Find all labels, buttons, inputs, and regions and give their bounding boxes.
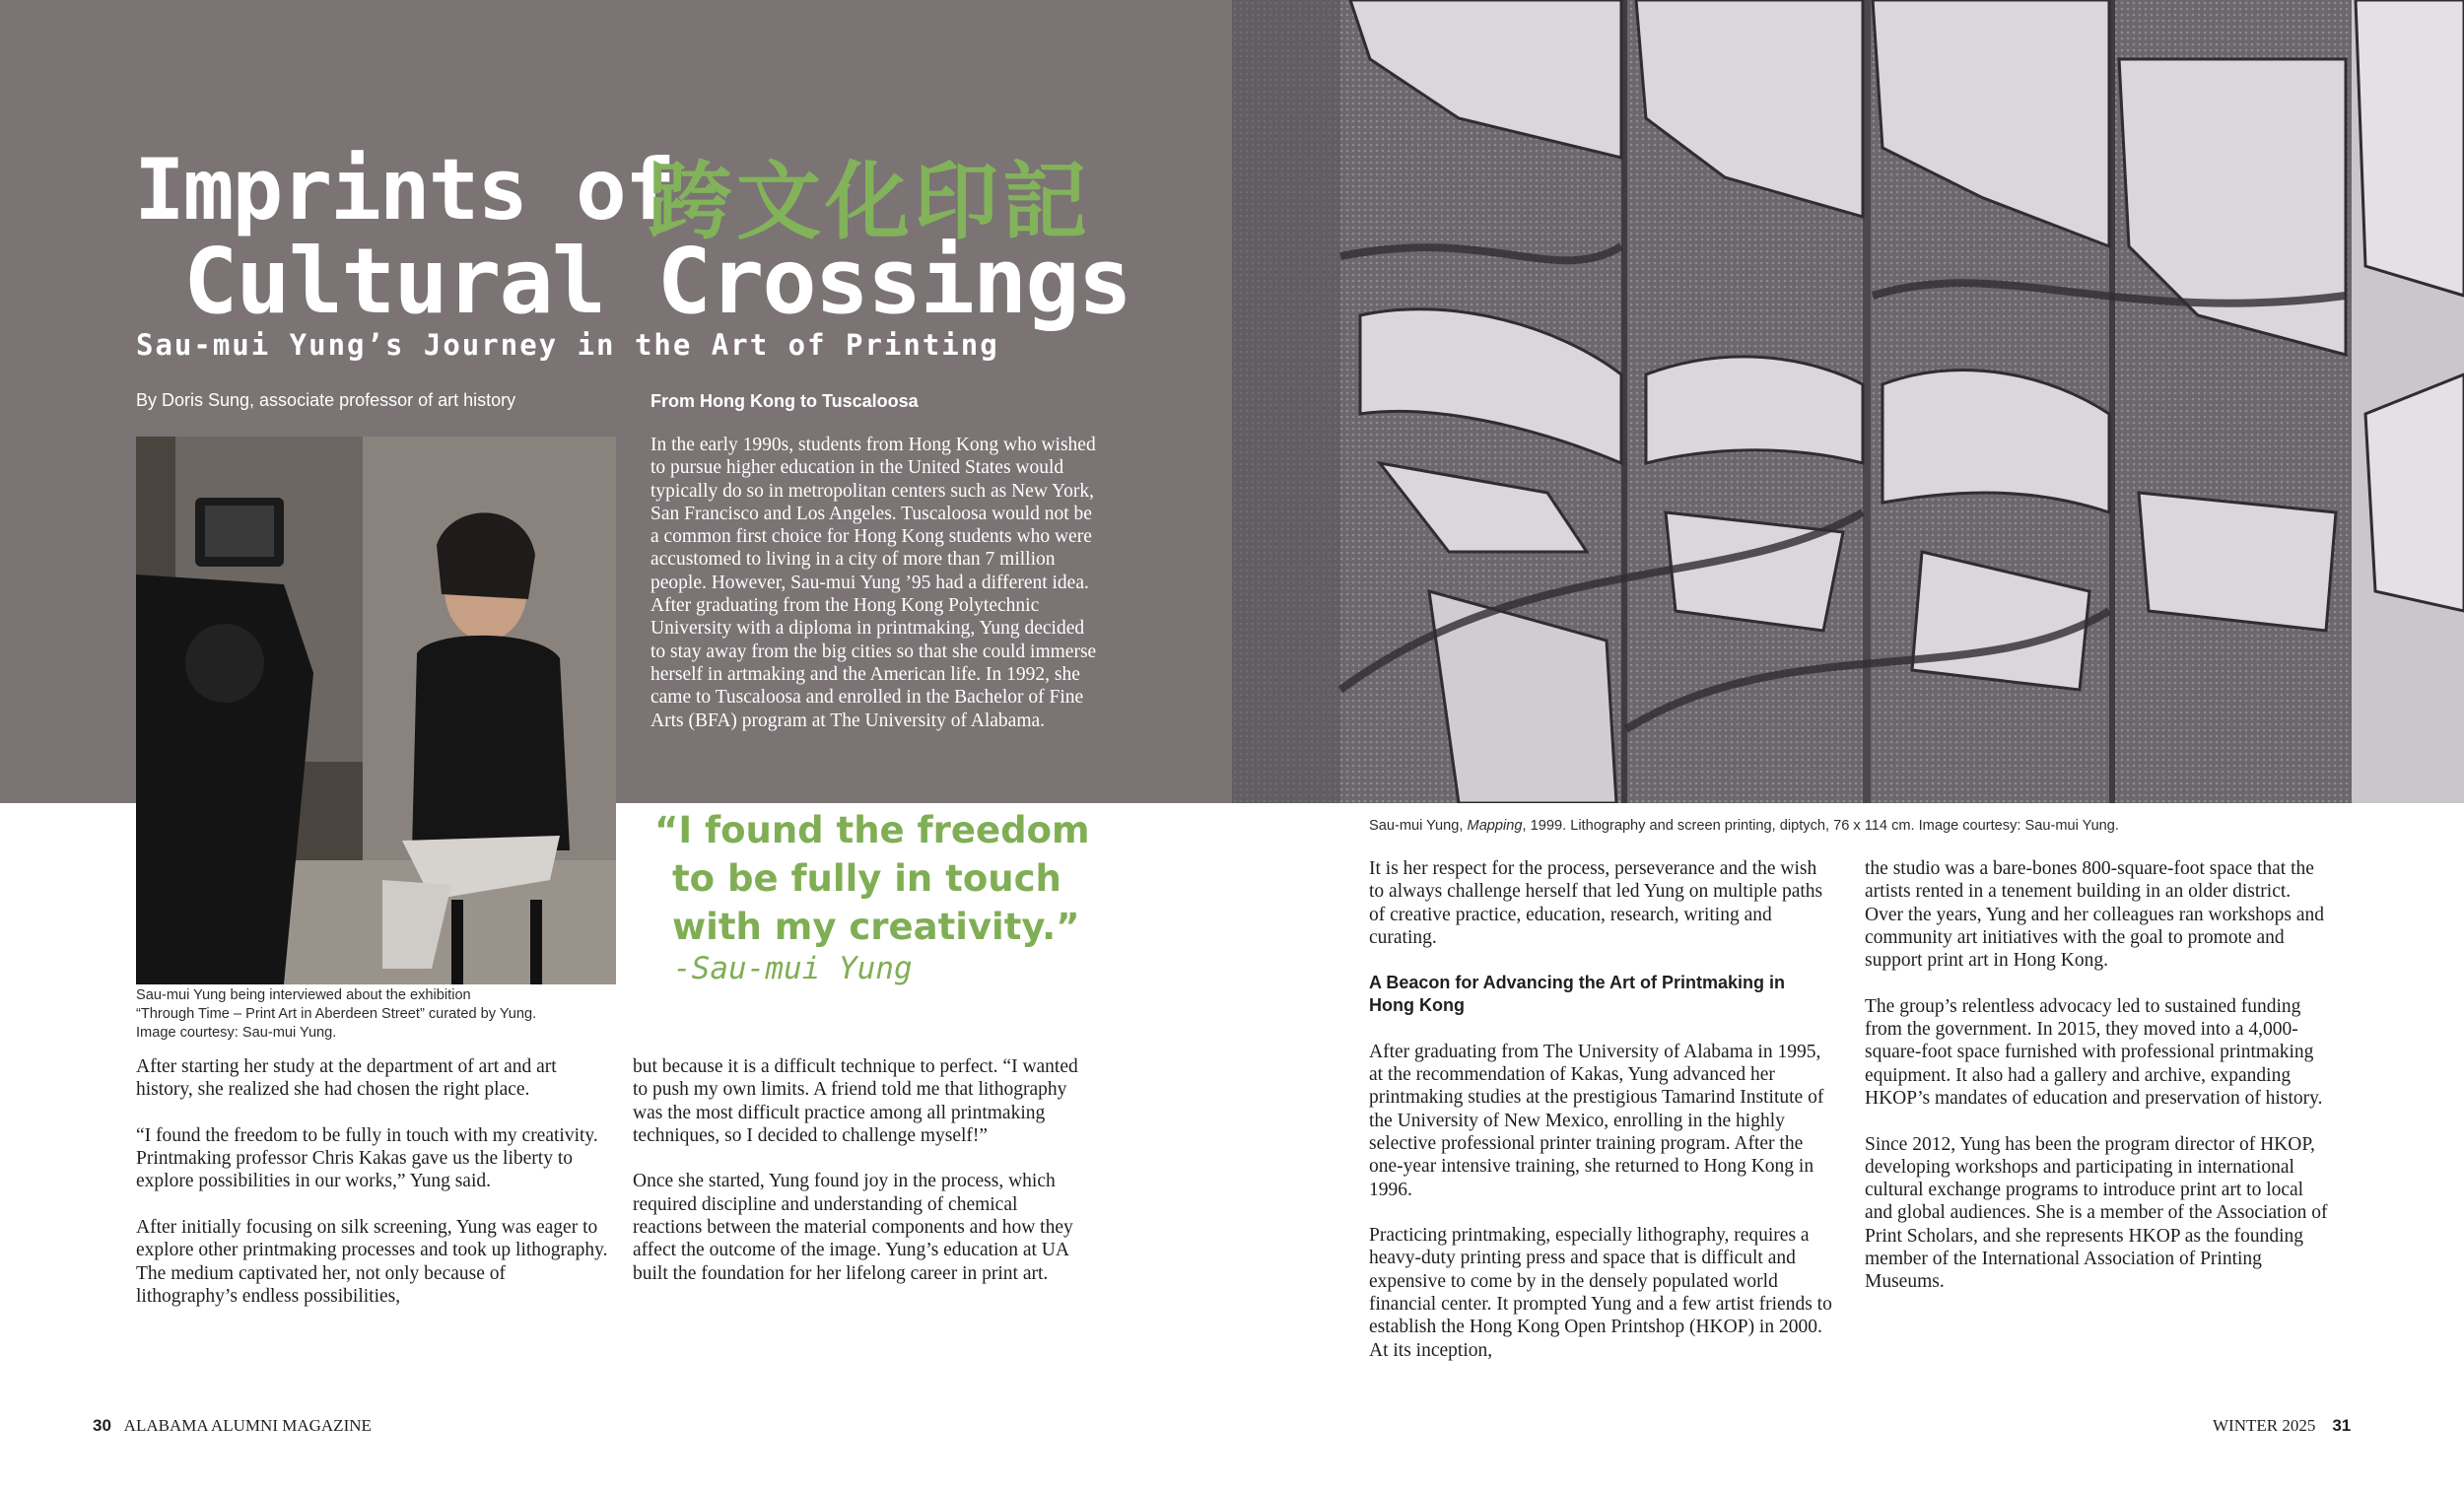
title-line-2: Cultural Crossings — [183, 229, 1130, 334]
issue-label: WINTER 2025 — [2213, 1416, 2316, 1435]
pull-quote-line: “I found the freedom — [654, 809, 1090, 851]
body-paragraph: but because it is a difficult technique to perfect. “I wanted to push my own limits. A friend told me that lithography was the most difficult practice among all printmaking techniques, so I decided to challenge myself!” — [633, 1056, 1078, 1146]
page-number-left: 30 — [93, 1416, 111, 1435]
publication-name: ALABAMA ALUMNI MAGAZINE — [123, 1416, 372, 1435]
photo-caption-line: “Through Time – Print Art in Aberdeen Street” curated by Yung. — [136, 1006, 537, 1022]
interview-photo — [136, 437, 616, 984]
page-number-right: 31 — [2332, 1416, 2352, 1435]
body-paragraph: “I found the freedom to be fully in touch with my creativity. Printmaking professor Chris Kakas gave us the liberty to explore possibilities in our works,” Yung said. — [136, 1124, 598, 1192]
artwork-caption — [1369, 818, 2119, 834]
body-paragraph: Once she started, Yung found joy in the process, which required discipline and understanding of chemical reactions between the material components and how they affect the outcome of the image. Yung’s education at UA built the foundation for her lifelong career in print art. — [633, 1171, 1073, 1284]
photo-caption-line: Image courtesy: Sau-mui Yung. — [136, 1025, 337, 1041]
pull-quote-author: -Sau-mui Yung — [673, 951, 913, 986]
artwork-title: Mapping — [1467, 818, 1523, 834]
body-column-3 — [1369, 857, 1832, 1385]
byline: By Doris Sung, associate professor of art history — [136, 390, 516, 410]
footer-left — [93, 1416, 372, 1436]
intro-paragraph: In the early 1990s, students from Hong Kong who wished to pursue higher education in the United States would typically do so in metropolitan centers such as New York, San Francisco and Los Angeles. Tuscaloosa would not be a common first choice for Hong Kong students who were accustomed to living in a city of more than 7 million people. However, Sau-mui Yung ’95 had a different idea. After graduating from the Hong Kong Polytechnic University with a diploma in printmaking, Yung decided to stay away from the big cities so that she could immerse herself in artmaking and the American life. In 1992, she came to Tuscaloosa and enrolled in the Bachelor of Fine Arts (BFA) program at The University of Alabama. — [650, 435, 1097, 731]
section-heading-beacon: A Beacon for Advancing the Art of Printmaking in Hong Kong — [1369, 973, 1786, 1016]
pull-quote-line: with my creativity.” — [672, 906, 1080, 948]
body-column-1 — [136, 1055, 609, 1331]
photo-caption — [136, 986, 609, 1043]
body-paragraph: After graduating from The University of Alabama in 1995, at the recommendation of Kakas, Yung advanced her printmaking studies at the prestigious Tamarind Institute of the University of New Mexico, enrolling in the highly selective professional printer training program. After the one-year intensive training, she returned to Hong Kong in 1996. — [1369, 1041, 1824, 1200]
body-paragraph: After initially focusing on silk screening, Yung was eager to explore other printmaking processes and took up lithography. The medium captivated her, not only because of lithography’s endless possibilities, — [136, 1217, 608, 1307]
body-paragraph: After starting her study at the department of art and art history, she realized she had chosen the right place. — [136, 1056, 557, 1101]
artwork-image — [1232, 0, 2464, 803]
pull-quote-line: to be fully in touch — [672, 857, 1061, 900]
body-column-2 — [633, 1055, 1091, 1308]
title-line-1: Imprints of — [134, 141, 674, 239]
photo-caption-line: Sau-mui Yung being interviewed about the exhibition — [136, 987, 471, 1003]
artwork-caption-suffix: , 1999. Lithography and screen printing, diptych, 76 x 114 cm. Image courtesy: Sau-mui Yung. — [1522, 818, 2119, 834]
body-paragraph: the studio was a bare-bones 800-square-foot space that the artists rented in a tenement building in an older district. Over the years, Yung and her colleagues ran workshops and community art initiatives with the goal to promote and support print art in Hong Kong. — [1865, 858, 2325, 972]
artwork-caption-prefix: Sau-mui Yung, — [1369, 818, 1468, 834]
pull-quote — [654, 806, 1108, 951]
body-paragraph: Since 2012, Yung has been the program director of HKOP, developing workshops and participating in international cultural exchange programs to introduce print art to local and global audiences. She is a member of the Association of Print Scholars, and she represents HKOP as the founding member of the International Association of Printing Museums. — [1865, 1133, 2328, 1293]
body-column-4 — [1865, 857, 2333, 1317]
article-subtitle: Sau-mui Yung’s Journey in the Art of Printing — [136, 328, 999, 362]
body-paragraph: Practicing printmaking, especially lithography, requires a heavy-duty printing press and space that is difficult and expensive to come by in the densely populated world financial center. It prompted Yung and a few artist friends to establish the Hong Kong Open Printshop (HKOP) in 2000. At its inception, — [1369, 1225, 1832, 1361]
footer-right — [2213, 1416, 2351, 1436]
title-chinese: 跨文化印記 — [648, 153, 1091, 251]
body-paragraph: It is her respect for the process, perseverance and the wish to always challenge herself that led Yung on multiple paths of creative practice, education, research, writing and curating. — [1369, 858, 1823, 948]
section-heading-intro: From Hong Kong to Tuscaloosa — [650, 391, 919, 411]
body-paragraph: The group’s relentless advocacy led to sustained funding from the government. In 2015, they moved into a 4,000-square-foot space furnished with professional printmaking equipment. It also had a gallery and archive, expanding HKOP’s mandates of education and preservation of history. — [1865, 995, 2323, 1109]
